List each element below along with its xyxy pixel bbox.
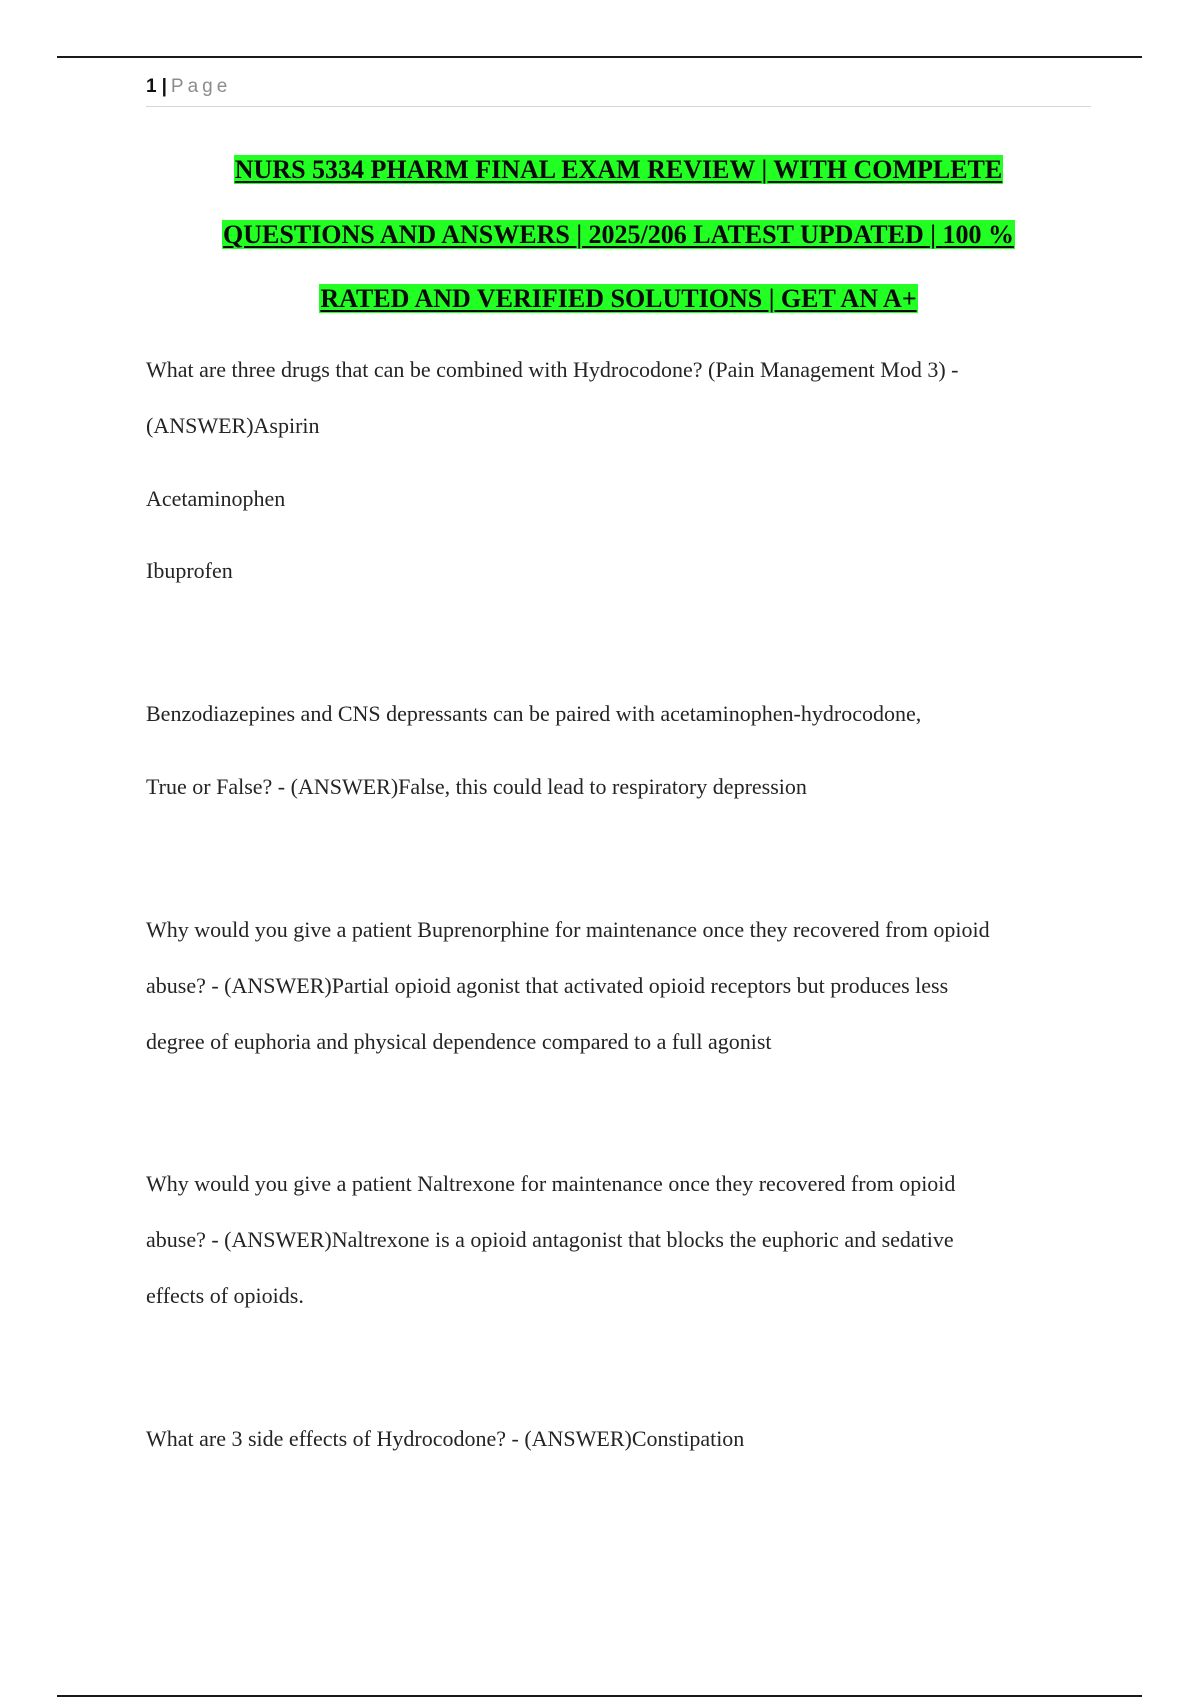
- answer-text: effects of opioids.: [146, 1283, 304, 1308]
- question-text: Why would you give a patient Naltrexone for maintenance once they recovered from opioid: [146, 1171, 956, 1196]
- answer-text: True or False? - (ANSWER)False, this could lead to respiratory depression: [146, 774, 807, 799]
- answer-text: abuse? - (ANSWER)Partial opioid agonist that activated opioid receptors but produces less: [146, 973, 949, 998]
- page-top-rule: [57, 56, 1142, 58]
- title-line-text: RATED AND VERIFIED SOLUTIONS | GET AN A+: [320, 284, 917, 313]
- answer-text: Acetaminophen: [146, 486, 286, 511]
- title-line-text: NURS 5334 PHARM FINAL EXAM REVIEW | WITH COMPLETE: [234, 155, 1003, 184]
- document-title: [146, 138, 1091, 332]
- page-header: [146, 74, 1091, 107]
- answer-text: (ANSWER)Aspirin: [146, 413, 320, 438]
- page-separator: |: [161, 76, 167, 97]
- page-label: Page: [170, 76, 232, 97]
- title-line: [146, 138, 1091, 203]
- answer-text: abuse? - (ANSWER)Naltrexone is a opioid antagonist that blocks the euphoric and sedative: [146, 1227, 954, 1252]
- qa-item: [146, 902, 1091, 1070]
- question-text: What are three drugs that can be combined with Hydrocodone? (Pain Management Mod 3) -: [146, 357, 959, 382]
- qa-item: [146, 1156, 1091, 1324]
- question-text: What are 3 side effects of Hydrocodone? - (ANSWER)Constipation: [146, 1426, 745, 1451]
- answer-text: degree of euphoria and physical dependence compared to a full agonist: [146, 1029, 772, 1054]
- qa-item: [146, 342, 1091, 599]
- answer-text: Ibuprofen: [146, 558, 233, 583]
- title-line: [146, 267, 1091, 332]
- title-line-text: QUESTIONS AND ANSWERS | 2025/206 LATEST UPDATED | 100 %: [223, 219, 1014, 249]
- page-number: 1: [146, 76, 157, 97]
- page-bottom-rule: [57, 1695, 1142, 1697]
- question-text: Benzodiazepines and CNS depressants can be paired with acetaminophen-hydrocodone,: [146, 701, 922, 726]
- question-text: Why would you give a patient Buprenorphine for maintenance once they recovered from opioid: [146, 917, 990, 942]
- qa-item: [146, 1411, 1091, 1467]
- title-line: [146, 203, 1091, 268]
- qa-item: [146, 686, 1091, 815]
